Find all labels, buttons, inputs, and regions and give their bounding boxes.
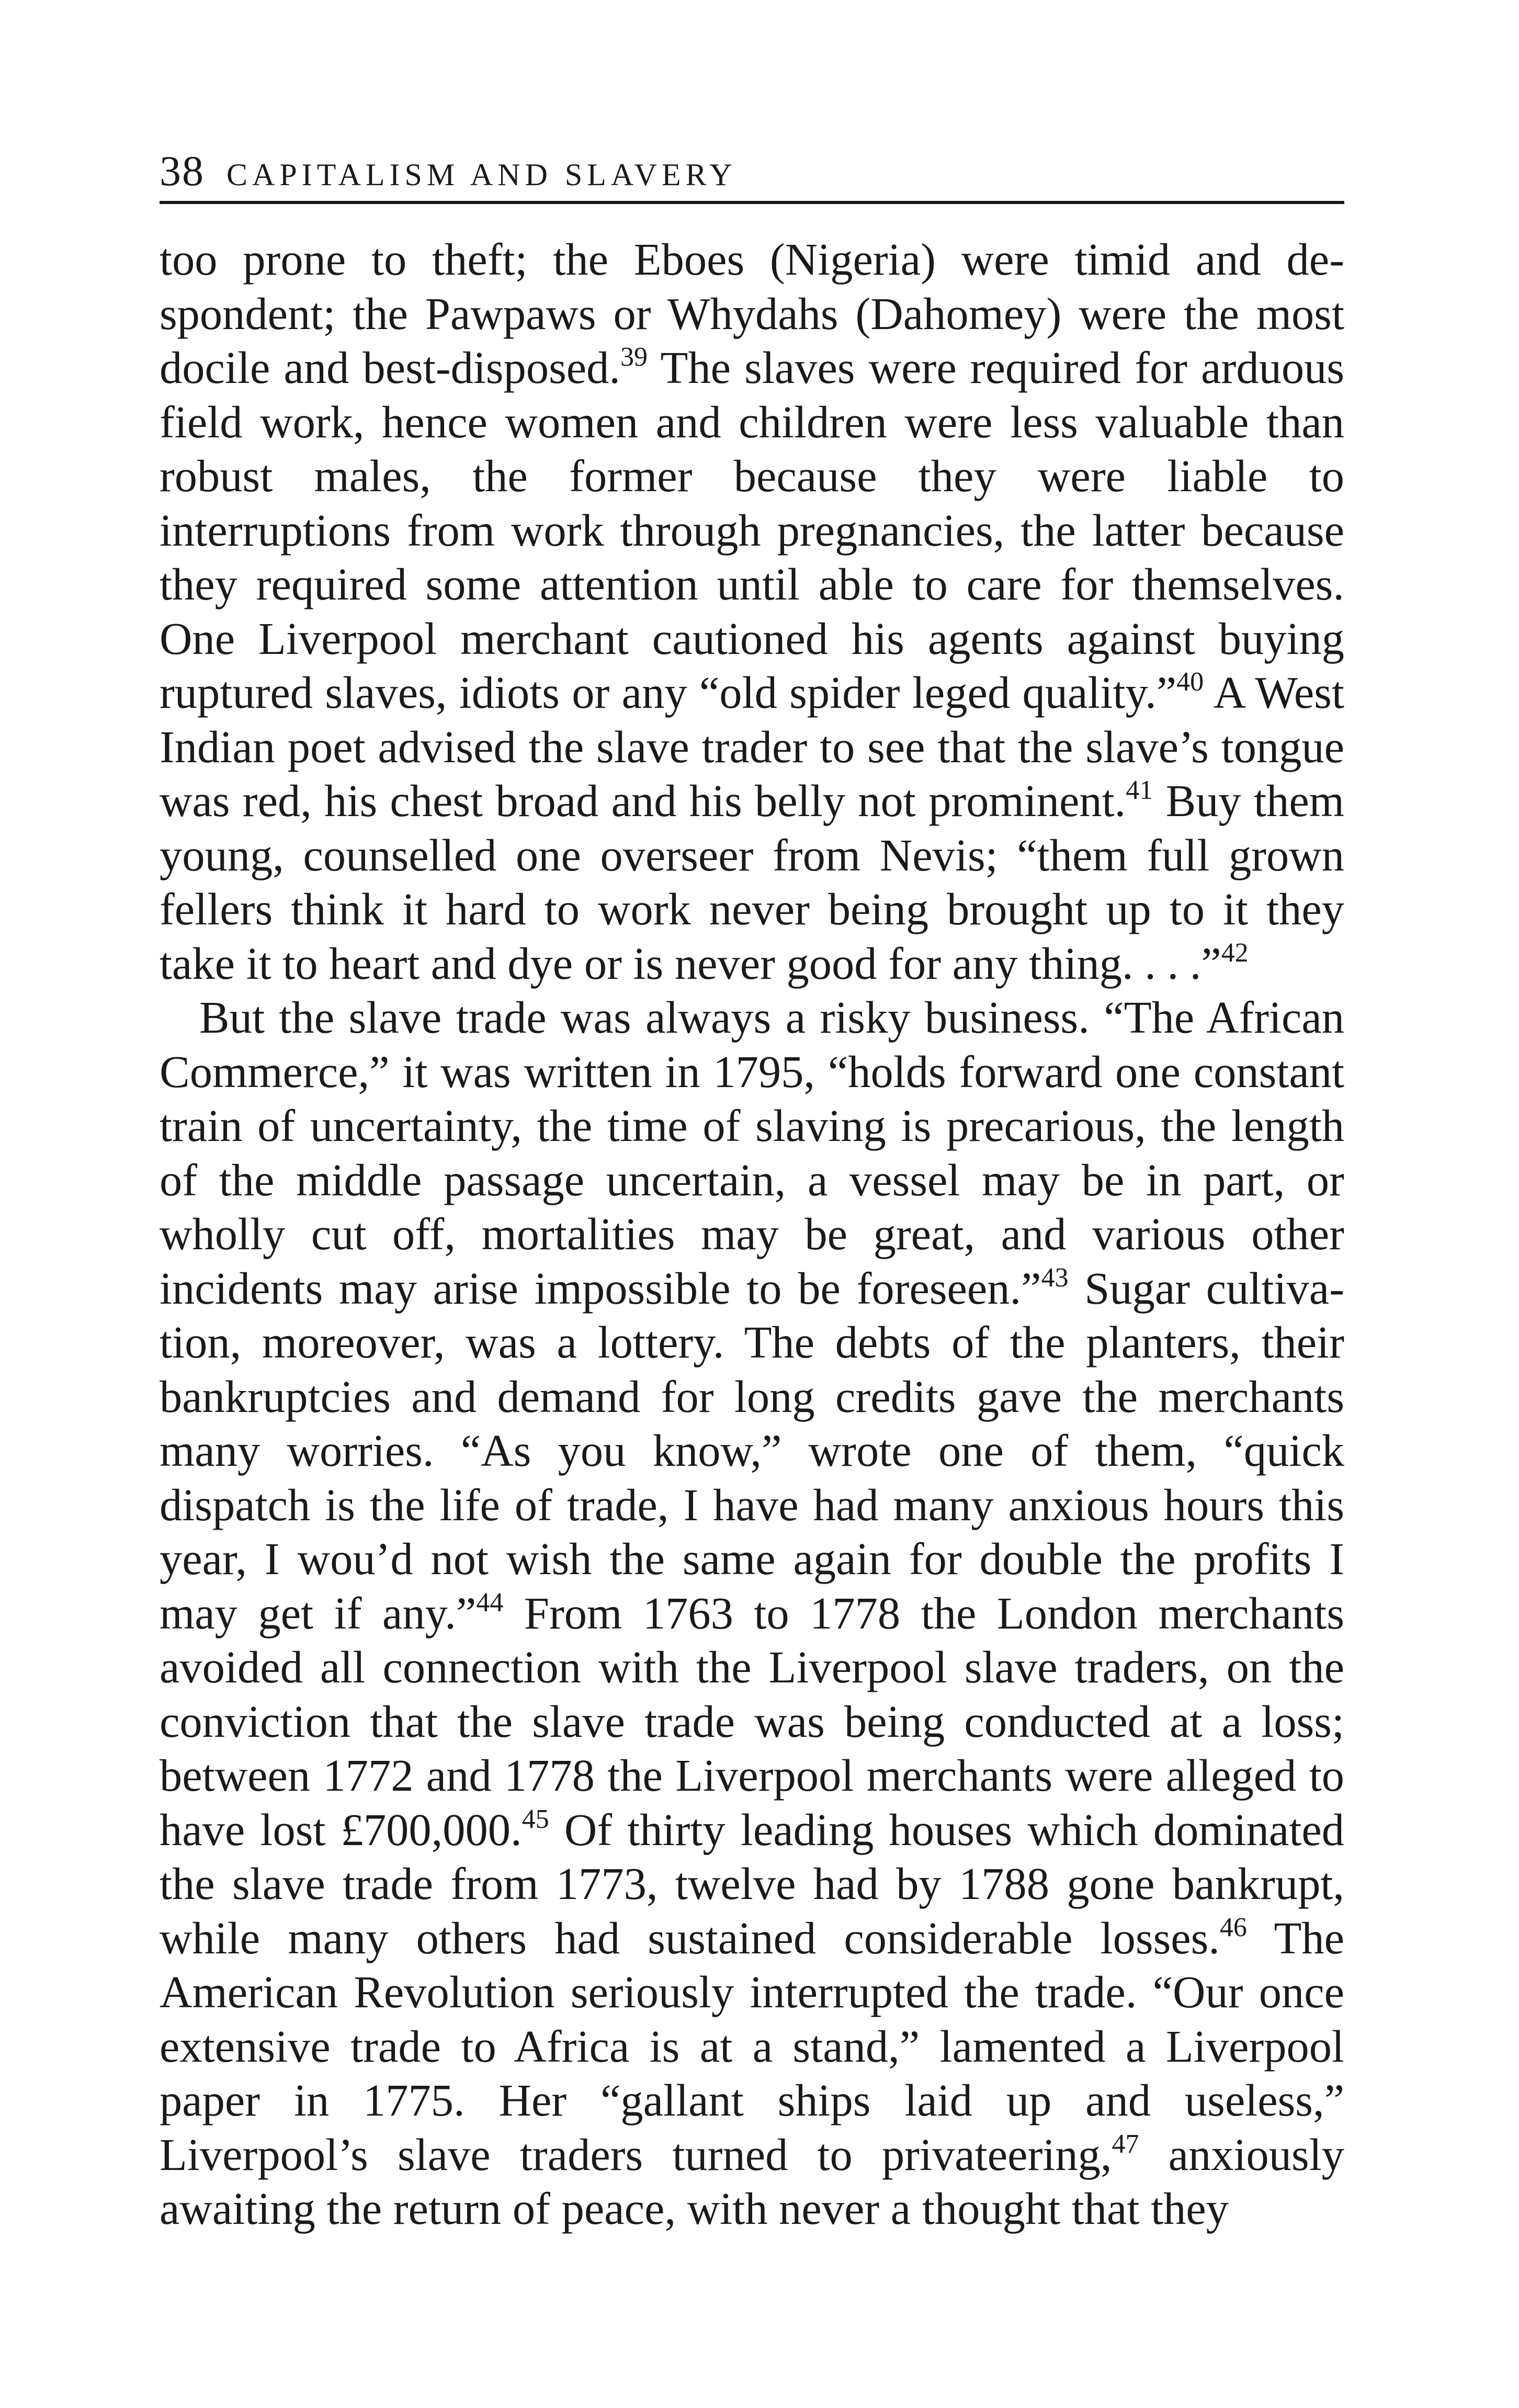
paragraph [160, 991, 1344, 2236]
text-run: Sugar cultivation, moreover, was a lottery. The debts of the planters, their bankruptcies and demand for long credits gave the merchants many worries. “As you know,” wrote one of them, “quick dispatch is the life of trade, I have had many anxious hours this year, I wou’d not wish the same again for double the profits I may get if any.” [160, 1263, 1344, 1638]
text-run: From 1763 to 1778 the London merchants avoided all connection with the Liverpool slave traders, on the conviction that the slave trade was being conducted at a loss; between 1772 and 1778 the Liverpool merchants were alleged to have lost £700,000. [160, 1588, 1344, 1855]
text-run: The American Revolution seriously interrupted the trade. “Our once extensive trade to Africa is at a stand,” lamented a Liverpool paper in 1775. Her “gallant ships laid up and useless,” Liverpool’s slave traders turned to privateering, [160, 1913, 1345, 2180]
footnote-marker: 43 [1041, 1262, 1069, 1293]
text-run: Of thirty leading houses which dominated the slave trade from 1773, twelve had by 1788 gone bankrupt, while many others had sustained considerable losses. [160, 1804, 1344, 1963]
footnote-marker: 40 [1176, 667, 1204, 697]
page-number: 38 [160, 147, 205, 195]
book-title: CAPITALISM AND SLAVERY [226, 157, 737, 192]
footnote-marker: 41 [1126, 775, 1153, 805]
running-head [160, 146, 1344, 204]
book-page [160, 146, 1344, 2236]
text-run: Buy them young, counselled one overseer from Nevis; “them full grown fellers think it hard to work never being brought up to it they take it to heart and dye or is never good for any thing. . . .” [160, 776, 1345, 989]
footnote-marker: 45 [522, 1804, 549, 1834]
footnote-marker: 46 [1219, 1912, 1247, 1942]
text-run: The slaves were required for arduous field work, hence women and children were less valuable than robust males, the former because they were liable to interruptions from work through pregnancies, the latter because they required some attention until able to care for themselves. One Liverpool merchant cautioned his agents against buying ruptured slaves, idiots or any “old spider leged quality.” [160, 343, 1344, 718]
text-run: anxiously awaiting the return of peace, with never a thought that they [160, 2129, 1344, 2234]
text-run: But the slave trade was always a risky business. “The African Commerce,” it was written in 1795, “holds forward one constant train of uncertainty, the time of slaving is precarious, the length of the middle passage uncertain, a vessel may be in part, or wholly cut off, mortalities may be great, and various other incidents may arise impossible to be foreseen.” [160, 992, 1344, 1314]
paragraph [160, 233, 1344, 991]
text-run: too prone to theft; the Eboes (Nigeria) were timid and despondent; the Pawpaws or Whydahs (Dahomey) were the most docile and best-disposed. [160, 234, 1344, 393]
footnote-marker: 42 [1221, 937, 1249, 968]
footnote-marker: 39 [620, 342, 648, 372]
text-run: A West Indian poet advised the slave trader to see that the slave’s tongue was red, his chest broad and his belly not prominent. [160, 668, 1344, 826]
footnote-marker: 44 [476, 1587, 504, 1618]
footnote-marker: 47 [1112, 2129, 1139, 2159]
body-text [160, 233, 1344, 2236]
